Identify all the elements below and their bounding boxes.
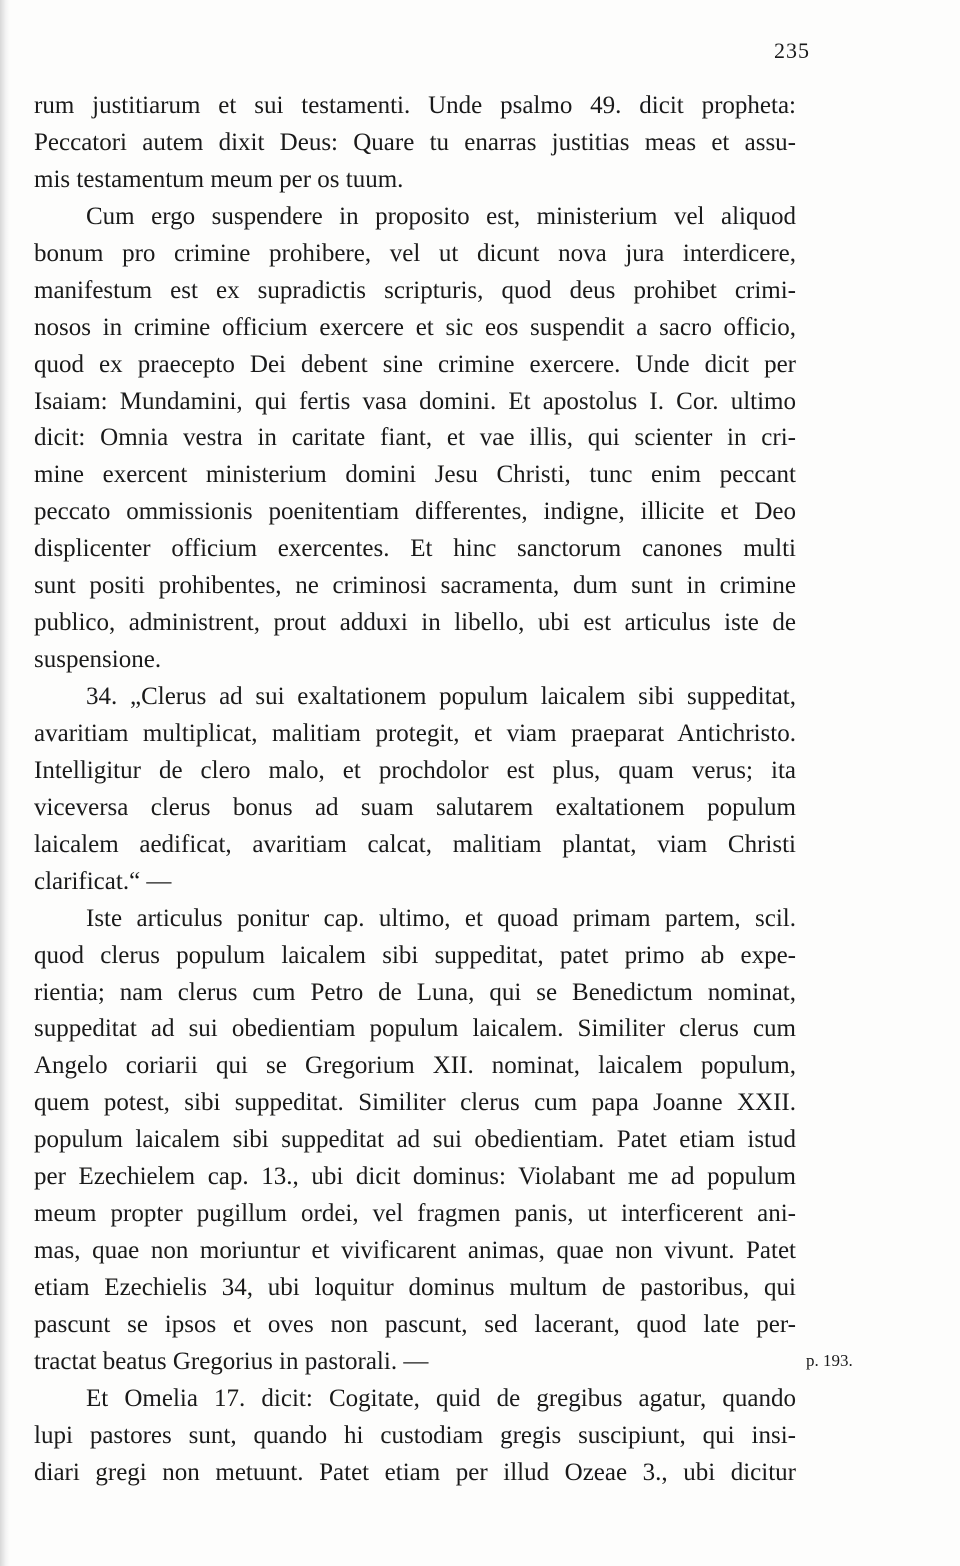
text-line: rum justitiarum et sui testamenti. Unde psalmo 49. dicit propheta: [34,92,796,119]
text-line: Isaiam: Mundamini, qui fertis vasa domini. Et apostolus I. Cor. ultimo [34,387,796,415]
text-line: suppeditat ad sui obedientiam populum laicalem. Similiter clerus cum [34,1015,796,1043]
text-line: manifestum est ex supradictis scripturis, quod deus prohibet crimi- [34,276,796,304]
text-line: Cum ergo suspendere in proposito est, ministerium vel aliquod [86,202,796,230]
text-line: Angelo coriarii qui se Gregorium XII. nominat, laicalem populum, [34,1052,796,1080]
text-line: quem potest, sibi suppeditat. Similiter clerus cum papa Joanne XXII. [34,1089,796,1117]
text-line: 34. „Clerus ad sui exaltationem populum laicalem sibi suppeditat, [86,683,796,710]
text-line: nosos in crimine officium exercere et sic eos suspendit a sacro officio, [34,313,796,341]
page-number: 235 [774,38,810,63]
text-line: sunt positi prohibentes, ne criminosi sacramenta, dum sunt in crimine [34,572,796,600]
body-text [34,88,796,1492]
text-line: peccato ommissionis poenitentiam differentes, indigne, illicite et Deo [34,498,796,526]
text-line: mine exercent ministerium domini Jesu Christi, tunc enim peccant [34,461,796,489]
text-line: viceversa clerus bonus ad suam salutarem exaltationem populum [34,793,796,821]
text-line: clarificat.“ — [34,867,172,895]
text-line: quod clerus populum laicalem sibi suppeditat, patet primo ab expe- [34,941,796,969]
text-line: lupi pastores sunt, quando hi custodiam gregis suscipiunt, qui insi- [34,1421,796,1449]
scan-binding-shadow [0,0,10,1566]
text-line: tractat beatus Gregorius in pastorali. — [34,1347,429,1375]
text-line: mas, quae non moriuntur et vivificarent animas, quae non vivunt. Patet [34,1237,796,1265]
text-line: publico, administrent, prout adduxi in libello, ubi est articulus iste de [34,609,796,637]
text-line: dicit: Omnia vestra in caritate fiant, et vae illis, qui scienter in cri- [34,424,796,452]
text-line: per Ezechielem cap. 13., ubi dicit dominus: Violabant me ad populum [34,1163,796,1191]
text-line: Intelligitur de clero malo, et prochdolor est plus, quam verus; ita [34,756,796,784]
text-line: displicenter officium exercentes. Et hinc sanctorum canones multi [34,535,796,563]
text-line: rientia; nam clerus cum Petro de Luna, qui se Benedictum nominat, [34,978,796,1006]
margin-note: p. 193. [806,1351,853,1370]
text-line: populum laicalem sibi suppeditat ad sui obedientiam. Patet etiam istud [34,1126,796,1154]
text-line: Peccatori autem dixit Deus: Quare tu enarras justitias meas et assu- [34,128,796,156]
text-line: etiam Ezechielis 34, ubi loquitur dominus multum de pastoribus, qui [34,1274,796,1301]
text-line: pascunt se ipsos et oves non pascunt, sed lacerant, quod late per- [34,1310,796,1338]
text-line: bonum pro crimine prohibere, vel ut dicunt nova jura interdicere, [34,239,796,267]
text-line: Et Omelia 17. dicit: Cogitate, quid de gregibus agatur, quando [86,1384,796,1412]
text-line: meum propter pugillum ordei, vel fragmen panis, ut interficerent ani- [34,1200,796,1228]
text-line: avaritiam multiplicat, malitiam protegit, et viam praeparat Antichristo. [34,719,796,747]
text-line: quod ex praecepto Dei debent sine crimine exercere. Unde dicit per [34,350,796,378]
text-line: Iste articulus ponitur cap. ultimo, et quoad primam partem, scil. [86,904,796,932]
text-line: mis testamentum meum per os tuum. [34,165,404,193]
text-line: suspensione. [34,646,162,674]
text-line: laicalem aedificat, avaritiam calcat, malitiam plantat, viam Christi [34,830,796,858]
text-line: diari gregi non metuunt. Patet etiam per illud Ozeae 3., ubi dicitur [34,1458,796,1486]
